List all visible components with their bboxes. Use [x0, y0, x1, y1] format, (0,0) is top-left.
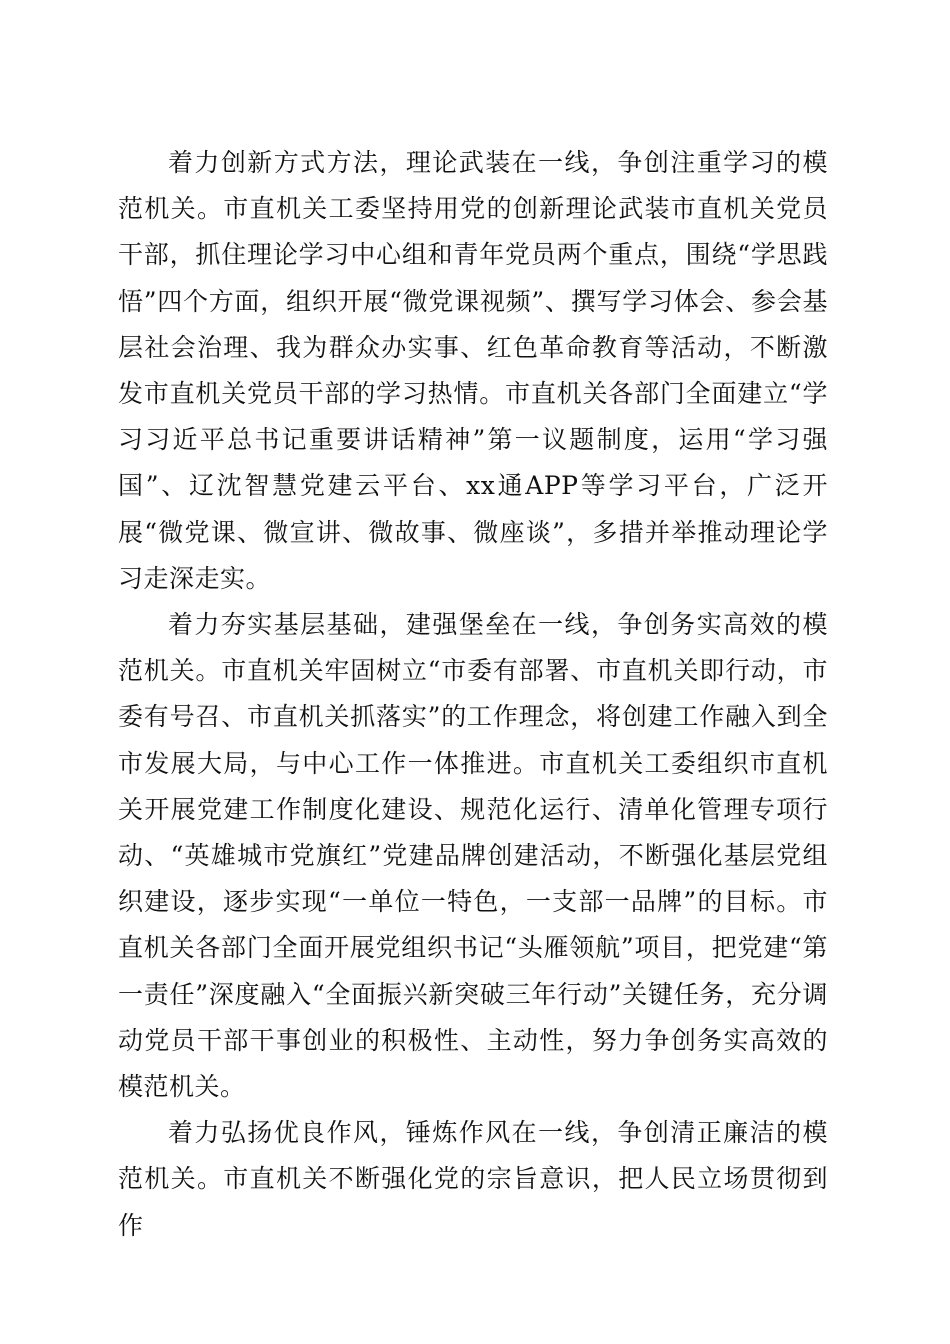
- document-body: [118, 140, 828, 1249]
- paragraph-2: 着力夯实基层基础，建强堡垒在一线，争创务实高效的模范机关。市直机关牢固树立“市委有部署、市直机关即行动，市委有号召、市直机关抓落实”的工作理念，将创建工作融入到全市发展大局，与中心工作一体推进。市直机关工委组织市直机关开展党建工作制度化建设、规范化运行、清单化管理专项行动、“英雄城市党旗红”党建品牌创建活动，不断强化基层党组织建设，逐步实现“一单位一特色，一支部一品牌”的目标。市直机关各部门全面开展党组织书记“头雁领航”项目，把党建“第一责任”深度融入“全面振兴新突破三年行动”关键任务，充分调动党员干部干事创业的积极性、主动性，努力争创务实高效的模范机关。: [118, 610, 828, 1102]
- paragraph-1: 着力创新方式方法，理论武装在一线，争创注重学习的模范机关。市直机关工委坚持用党的创新理论武装市直机关党员干部，抓住理论学习中心组和青年党员两个重点，围绕“学思践悟”四个方面，组织开展“微党课视频”、撰写学习体会、参会基层社会治理、我为群众办实事、红色革命教育等活动，不断激发市直机关党员干部的学习热情。市直机关各部门全面建立“学习习近平总书记重要讲话精神”第一议题制度，运用“学习强国”、辽沈智慧党建云平台、xx通APP等学习平台，广泛开展“微党课、微宣讲、微故事、微座谈”，多措并举推动理论学习走深走实。: [118, 148, 828, 593]
- paragraph-3: 着力弘扬优良作风，锤炼作风在一线，争创清正廉洁的模范机关。市直机关不断强化党的宗旨意识，把人民立场贯彻到作: [118, 1118, 828, 1240]
